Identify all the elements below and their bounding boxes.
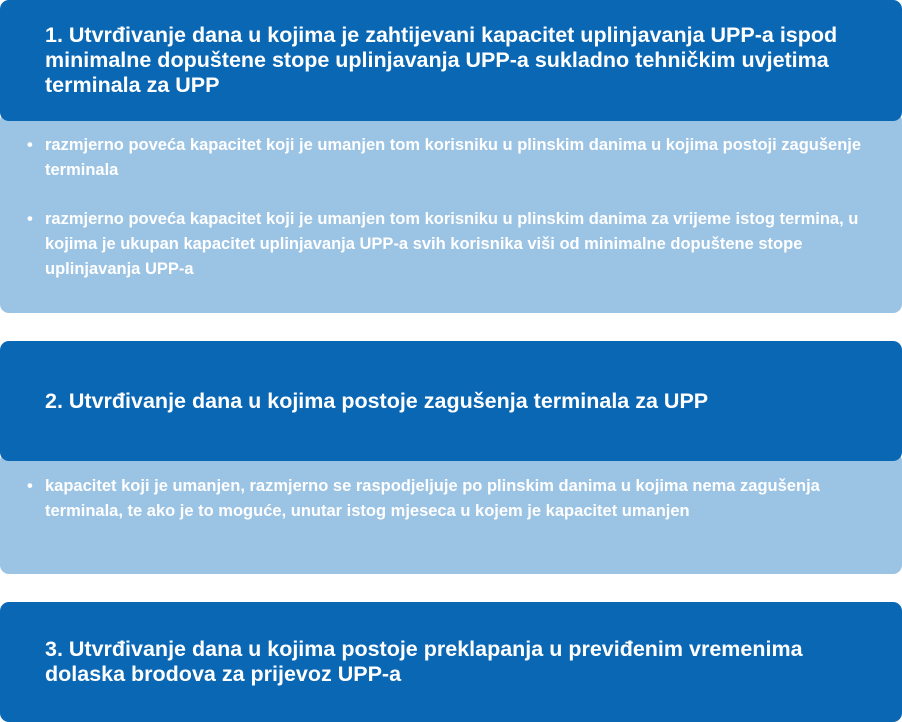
bullet-text: kapacitet koji je umanjen, razmjerno se raspodjeljuje po plinskim danima u kojima nema zagušenja terminala, te ako je to moguće, unutar istog mjeseca u kojem je kapacitet umanjen [45,477,820,520]
step-2-details [0,452,902,574]
step-1-title: 1. Utvrđivanje dana u kojima je zahtijevani kapacitet uplinjavanja UPP-a ispod minimalne dopuštene stope uplinjavanja UPP-a sukladno tehničkim uvjetima terminala za UPP [45,23,838,97]
step-2-title: 2. Utvrđivanje dana u kojima postoje zagušenja terminala za UPP [45,388,709,413]
step-1-details [0,112,902,313]
bullet-item [27,474,872,524]
bullet-icon: • [27,477,33,495]
step-1-bullet-list [27,133,872,282]
bullet-item [27,207,872,282]
step-1-header [0,0,902,121]
step-3-title: 3. Utvrđivanje dana u kojima postoje preklapanja u previđenim vremenima dolaska brodova za prijevoz UPP-a [45,637,803,686]
bullet-icon: • [27,210,33,228]
bullet-item [27,133,872,183]
bullet-text: razmjerno poveća kapacitet koji je umanjen tom korisniku u plinskim danima za vrijeme istog termina, u kojima je ukupan kapacitet uplinjavanja UPP-a svih korisnika viši od minimalne dopuštene stope uplinjavanja UPP-a [45,210,859,278]
step-3-header [0,602,902,722]
bullet-text: razmjerno povećа kapacitet koji je umanjen tom korisniku u plinskim danima u kojima postoji zagušenje terminala [45,136,862,179]
step-2-header [0,341,902,461]
bullet-icon: • [27,136,33,154]
step-2-bullet-list [27,474,872,524]
